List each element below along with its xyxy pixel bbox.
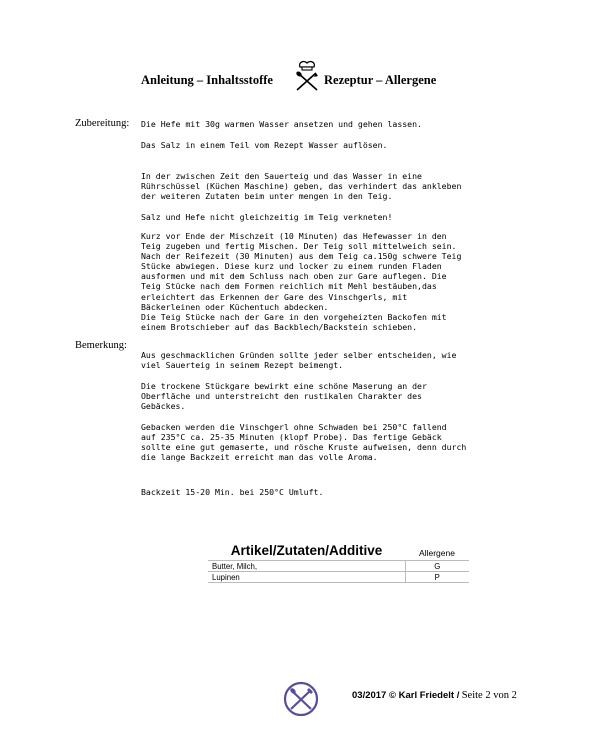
- remarks-paragraph: Die trockene Stückgare bewirkt eine schöne Maserung an der Oberfläche und unterstreicht den rustikalen Charakter des Gebäckes.: [141, 381, 427, 412]
- page-footer: [352, 690, 517, 701]
- crossed-utensils-circle-logo-icon: [282, 680, 320, 718]
- preparation-paragraph: Salz und Hefe nicht gleichzeitig im Teig verkneten!: [141, 212, 393, 222]
- preparation-paragraph: Das Salz in einem Teil vom Rezept Wasser auflösen.: [141, 140, 388, 150]
- preparation-paragraph: In der zwischen Zeit den Sauerteig und das Wasser in eine Rührschüssel (Küchen Maschine) geben, das verhindert das ankleben der weiteren Zutaten beim unter mengen in den Teig.: [141, 171, 462, 202]
- ingredient-cell: Butter, Milch,: [208, 561, 405, 572]
- allergen-column-header: Allergene: [419, 548, 455, 558]
- page-header: [0, 60, 600, 96]
- preparation-paragraph: Die Hefe mit 30g warmen Wasser ansetzen und gehen lassen.: [141, 119, 422, 129]
- remarks-paragraph: Gebacken werden die Vinschgerl ohne Schwaden bei 250°C fallend auf 235°C ca. 25-35 Minuten (klopf Probe). Das fertige Gebäck sollte eine gut gemaserte, und rösche Kruste aufweisen, denn durch die lange Backzeit erreicht man das volle Aroma.: [141, 422, 467, 463]
- allergen-cell: G: [405, 561, 469, 572]
- footer-author: 03/2017 © Karl Friedelt /: [352, 690, 460, 701]
- ingredient-cell: Lupinen: [208, 572, 405, 583]
- preparation-label: Zubereitung:: [75, 118, 130, 129]
- preparation-paragraph: Kurz vor Ende der Mischzeit (10 Minuten) das Hefewasser in den Teig zugeben und fertig Mischen. Der Teig soll mittelweich sein. Nach der Reifezeit (30 Minuten) aus dem Teig ca.150g schwere Teig Stücke abwiegen. Diese kurz und locker zu einem runden Fladen ausformen und mit dem Schluss nach oben zur Gare auflegen. Die Teig Stücke nach dem Formen reichlich mit Mehl bestäuben,das erleichtert das Erkennen der Gare des Vinschgerls, mit Bäckerleinen oder Küchentuch abdecken. Die Teig Stücke nach der Gare in den vorgeheizten Backofen mit einem Brotschieber auf das Backblech/Backstein schieben.: [141, 231, 462, 332]
- remarks-label: Bemerkung:: [75, 340, 127, 351]
- remarks-paragraph: Aus geschmacklichen Gründen sollte jeder selber entscheiden, wie viel Sauerteig in seinem Rezept beimengt.: [141, 350, 457, 371]
- crossed-spoon-knife-chef-hat-icon: [292, 60, 322, 92]
- header-title-right: Rezeptur – Allergene: [324, 73, 437, 87]
- footer-page-number: Seite 2 von 2: [461, 690, 517, 701]
- table-row: [208, 572, 469, 583]
- table-row: [208, 561, 469, 572]
- remarks-paragraph: Backzeit 15-20 Min. bei 250°C Umluft.: [141, 487, 324, 497]
- allergen-table: [208, 543, 469, 583]
- allergen-cell: P: [405, 572, 469, 583]
- header-title-left: Anleitung – Inhaltsstoffe: [141, 73, 273, 87]
- allergen-table-title: Artikel/Zutaten/Additive: [230, 543, 383, 558]
